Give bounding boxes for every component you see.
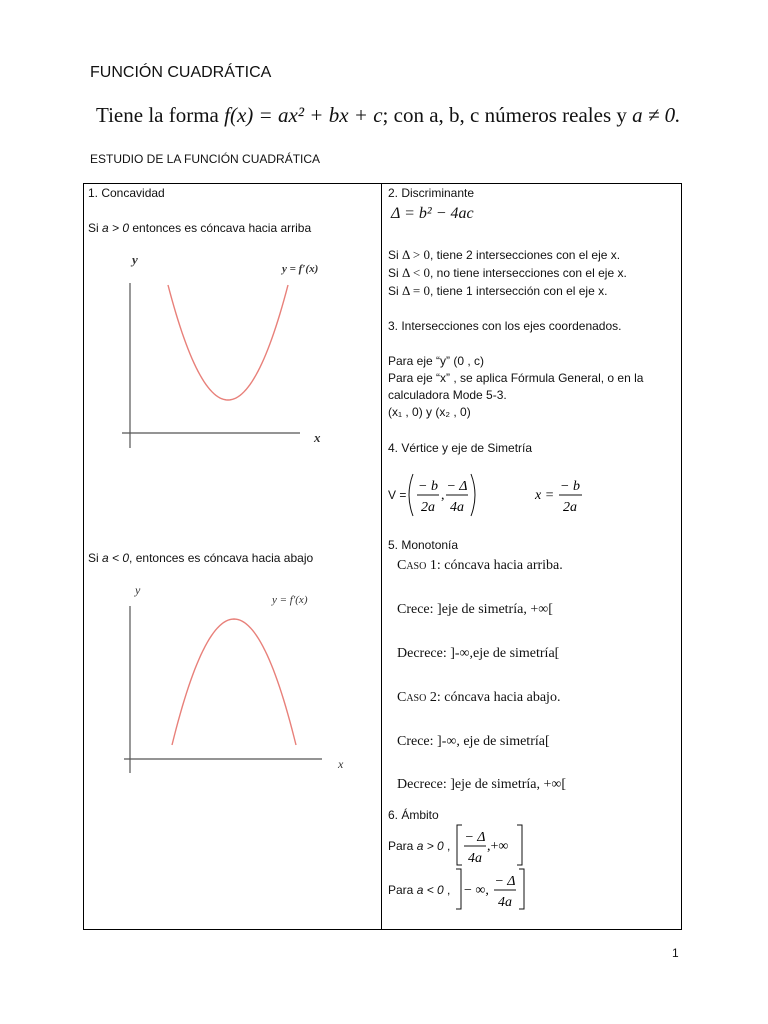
curve-label: y = f′(x): [282, 263, 319, 275]
a-nonzero-condition: a ≠ 0.: [632, 103, 681, 127]
intersection-x-axis: Para eje “x” , se aplica Fórmula General, o en la: [388, 371, 644, 385]
ambito-denominator: 4a: [468, 851, 482, 866]
disc-case-math: Δ > 0: [402, 247, 430, 262]
page-number: 1: [672, 946, 679, 960]
ambito-negative-interval: [453, 866, 527, 912]
ambito-positive-prefix: [388, 839, 450, 853]
curve-label: y = f′(x): [272, 594, 308, 606]
open-bracket: [457, 825, 462, 865]
vertex-y-denominator: 4a: [450, 500, 464, 515]
caso1-label: Caso 1: [397, 558, 437, 573]
caso1-decrece: Decrece: ]-∞,eje de simetría[: [397, 646, 560, 661]
table-column-divider: [381, 183, 382, 930]
close-bracket: [517, 825, 522, 865]
caso1-text: : cóncava hacia arriba.: [436, 558, 563, 573]
vertex-x-denominator: 2a: [421, 500, 435, 515]
form-sentence-middle: ; con a, b, c números reales y: [382, 103, 627, 127]
ambito-separator: ,: [443, 883, 451, 897]
ambito-numerator: − Δ: [464, 830, 486, 845]
disc-case-positive: [388, 248, 620, 262]
disc-case-negative: [388, 266, 627, 280]
caso2-line: [397, 690, 560, 706]
axis-lhs: x =: [535, 488, 555, 503]
caso1-line: [397, 558, 563, 574]
ambito-head: − ∞,: [464, 883, 489, 898]
ambito-condition: a > 0: [416, 839, 444, 853]
discriminant-formula: Δ = b² − 4ac: [391, 205, 474, 222]
discriminant-heading: 2. Discriminante: [388, 186, 475, 200]
general-form-formula: f(x) = ax² + bx + c: [224, 103, 383, 127]
intersection-roots: (x₁ , 0) y (x₂ , 0): [388, 405, 471, 419]
caso2-decrece: Decrece: ]eje de simetría, +∞[: [397, 777, 567, 792]
ambito-heading: 6. Ámbito: [388, 808, 439, 822]
concave-down-text: , entonces es cóncava hacia abajo: [129, 551, 314, 565]
form-sentence-prefix: Tiene la forma: [96, 103, 219, 127]
vertex-x-numerator: − b: [418, 479, 438, 494]
concavity-heading: 1. Concavidad: [88, 186, 165, 200]
concave-down-statement: [88, 551, 313, 565]
comma: ,: [441, 488, 445, 503]
disc-case-text: , tiene 1 intersección con el eje x.: [430, 284, 608, 298]
concave-down-condition: a < 0: [102, 551, 130, 565]
concave-up-statement: [88, 221, 311, 235]
left-parenthesis: [409, 474, 413, 516]
ambito-numerator: − Δ: [494, 874, 516, 889]
caso2-label: Caso 2: [397, 690, 437, 705]
close-bracket: [519, 869, 524, 909]
x-axis-label: x: [338, 757, 344, 771]
concave-up-prefix: Si: [88, 221, 103, 235]
open-bracket: [456, 869, 461, 909]
caso2-crece: Crece: ]-∞, eje de simetría[: [397, 734, 550, 749]
axis-denominator: 2a: [563, 500, 577, 515]
document-title: FUNCIÓN CUADRÁTICA: [90, 64, 272, 81]
ambito-prefix: Para: [388, 839, 417, 853]
ambito-negative-prefix: [388, 883, 450, 897]
ambito-denominator: 4a: [498, 895, 512, 910]
disc-case-prefix: Si: [388, 284, 403, 298]
vertex-y-numerator: − Δ: [446, 479, 468, 494]
caso1-crece: Crece: ]eje de simetría, +∞[: [397, 602, 553, 617]
disc-case-text: , tiene 2 intersecciones con el eje x.: [430, 248, 621, 262]
monotonia-heading: 5. Monotonía: [388, 538, 459, 552]
concave-up-parabola: [168, 285, 288, 400]
y-axis-label: y: [132, 252, 138, 267]
disc-case-prefix: Si: [388, 266, 403, 280]
concave-down-prefix: Si: [88, 551, 103, 565]
disc-case-text: , no tiene intersecciones con el eje x.: [430, 266, 627, 280]
caso2-text: : cóncava hacia abajo.: [436, 690, 561, 705]
disc-case-zero: [388, 284, 607, 298]
vertex-formula: [404, 471, 484, 519]
y-axis-label: y: [135, 583, 141, 597]
symmetry-axis-formula: [532, 471, 592, 519]
concave-up-text: entonces es cóncava hacia arriba: [129, 221, 312, 235]
axis-numerator: − b: [560, 479, 580, 494]
concave-up-graph: [110, 245, 340, 450]
x-axis-label: x: [314, 430, 321, 445]
form-sentence: [96, 103, 680, 128]
disc-case-prefix: Si: [388, 248, 403, 262]
ambito-separator: ,: [443, 839, 451, 853]
ambito-prefix: Para: [388, 883, 417, 897]
right-parenthesis: [471, 474, 475, 516]
ambito-tail: ,+∞: [487, 839, 509, 854]
disc-case-math: Δ = 0: [402, 283, 430, 298]
vertex-prefix: V =: [388, 488, 407, 502]
disc-case-math: Δ < 0: [402, 265, 430, 280]
intersection-calculator: calculadora Mode 5-3.: [388, 388, 507, 402]
section-title: ESTUDIO DE LA FUNCIÓN CUADRÁTICA: [90, 152, 321, 166]
ambito-positive-interval: [453, 822, 527, 868]
concave-down-graph: [110, 578, 350, 778]
concave-up-condition: a > 0: [102, 221, 130, 235]
concave-down-parabola: [172, 619, 296, 745]
ambito-condition: a < 0: [416, 883, 444, 897]
intersection-y-axis: Para eje “y” (0 , c): [388, 354, 485, 368]
intersections-heading: 3. Intersecciones con los ejes coordenados.: [388, 319, 622, 333]
vertex-heading: 4. Vértice y eje de Simetría: [388, 441, 533, 455]
